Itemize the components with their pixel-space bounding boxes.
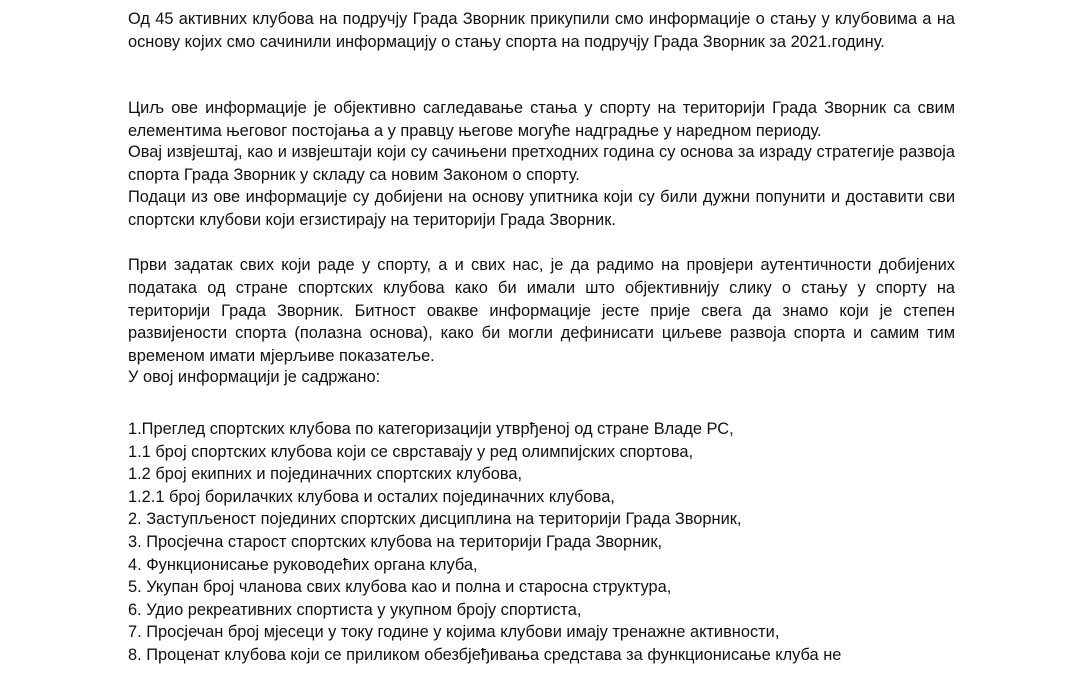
contents-list-item: 1.2.1 број борилачких клубова и осталих појединачних клубова, — [128, 487, 615, 506]
contents-list-item: 3. Просјечна старост спортских клубова на територији Града Зворник, — [128, 532, 663, 551]
goal-paragraph: Циљ ове информације је објективно сагледавање стања у спорту на територији Града Зворник са свим елементима његовог постојања а у правцу његове могуће надградње у наредном периоду. — [128, 99, 955, 140]
contents-list-item: 6. Удио рекреативних спортиста у укупном броју спортиста, — [128, 600, 582, 619]
contents-list-item: 1.1 број спортских клубова који се сврставају у ред олимпијских спортова, — [128, 442, 694, 461]
report-paragraph: Овај извјештај, као и извјештаји који су сачињени претходних година су основа за израду стратегије развоја спорта Града Зворник у складу са новим Законом о спорту. — [128, 143, 955, 184]
data-source-paragraph: Подаци из ове информације су добијени на основу упитника који су били дужни попунити и доставити сви спортски клубови који егзистирају на територији Града Зворник. — [128, 188, 955, 229]
contents-list-item: 7. Просјечан број мјесеци у току године у којима клубови имају тренажне активности, — [128, 623, 780, 642]
contents-list-item: 2. Заступљеност појединих спортских дисциплина на територији Града Зворник, — [128, 510, 742, 529]
contents-list-item: 8. Проценат клубова који се приликом обезбјеђивања средстава за функционисање клуба не — [128, 645, 842, 664]
contents-list — [128, 418, 955, 667]
contents-list-item: 4. Функционисање руководећих органа клуба, — [128, 555, 478, 574]
task-paragraph: Први задатак свих који раде у спорту, а и свих нас, је да радимо на провјери аутентичности добијених података од стране спортских клубова како би имали што објективнију слику о стању у спорту на територији Града Зворник. Битност овакве информације јесте прије свега да знамо који је степен развијености спорта (полазна основа), како би могли дефинисати циљеве развоја спорта и самим тим временом имати мјерљиве показатеље. — [128, 256, 955, 365]
intro-paragraph: Од 45 активних клубова на подручју Града Зворник прикупили смо информације о стању у клубовима а на основу којих смо сачинили информацију о стању спорта на подручју Града Зворник за 2021.годину. — [128, 10, 955, 51]
contents-list-item: 1.2 број екипних и појединачних спортских клубова, — [128, 465, 523, 484]
contents-heading: У овој информацији је садржано: — [128, 368, 381, 387]
contents-list-item: 5. Укупан број чланова свих клубова као и полна и старосна структура, — [128, 578, 672, 597]
contents-list-item: 1.Преглед спортских клубова по категоризацији утврђеној од стране Владе РС, — [128, 420, 734, 438]
